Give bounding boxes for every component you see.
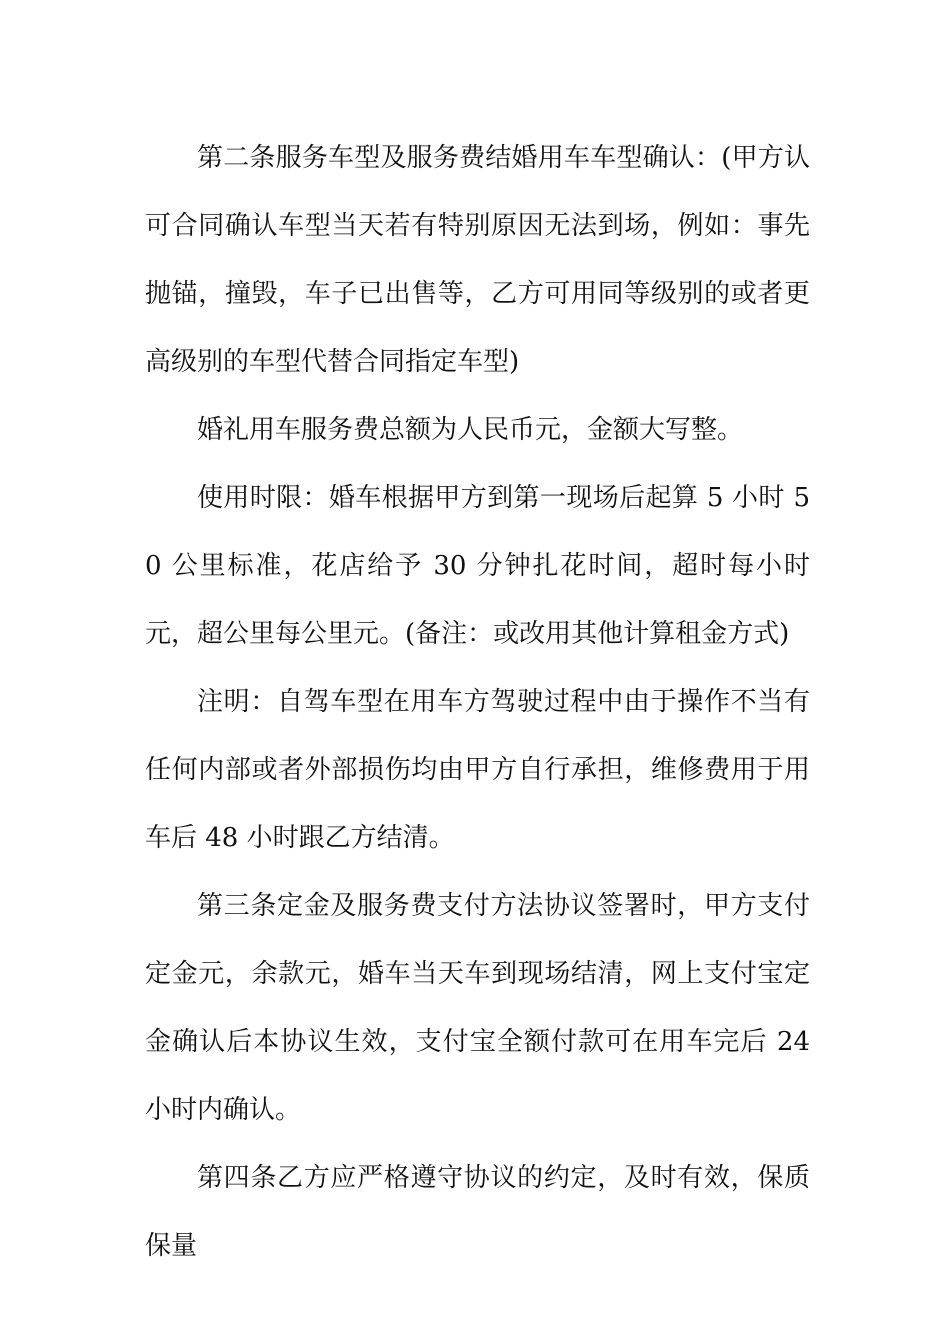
paragraph-article-3: 第三条定金及服务费支付方法协议签署时，甲方支付定金元，余款元，婚车当天车到现场结清，网上支付宝定金确认后本协议生效，支付宝全额付款可在用车完后 24 小时内确认。 <box>145 891 810 1125</box>
paragraph-article-4: 第四条乙方应严格遵守协议的约定，及时有效，保质保量 <box>145 1163 810 1261</box>
paragraph-fee-total: 婚礼用车服务费总额为人民币元，金额大写整。 <box>197 415 744 445</box>
paragraph-usage-limit: 使用时限：婚车根据甲方到第一现场后起算 5 小时 50 公里标准，花店给予 30 分钟扎花时间，超时每小时元，超公里每公里元。(备注：或改用其他计算租金方式) <box>145 483 810 649</box>
paragraph-article-2: 第二条服务车型及服务费结婚用车车型确认：(甲方认可合同确认车型当天若有特别原因无法到场，例如：事先抛锚，撞毁，车子已出售等，乙方可用同等级别的或者更高级别的车型代替合同指定车型) <box>145 143 810 377</box>
document-body <box>145 124 810 1280</box>
paragraph-note: 注明：自驾车型在用车方驾驶过程中由于操作不当有任何内部或者外部损伤均由甲方自行承担，维修费用于用车后 48 小时跟乙方结清。 <box>145 687 810 853</box>
